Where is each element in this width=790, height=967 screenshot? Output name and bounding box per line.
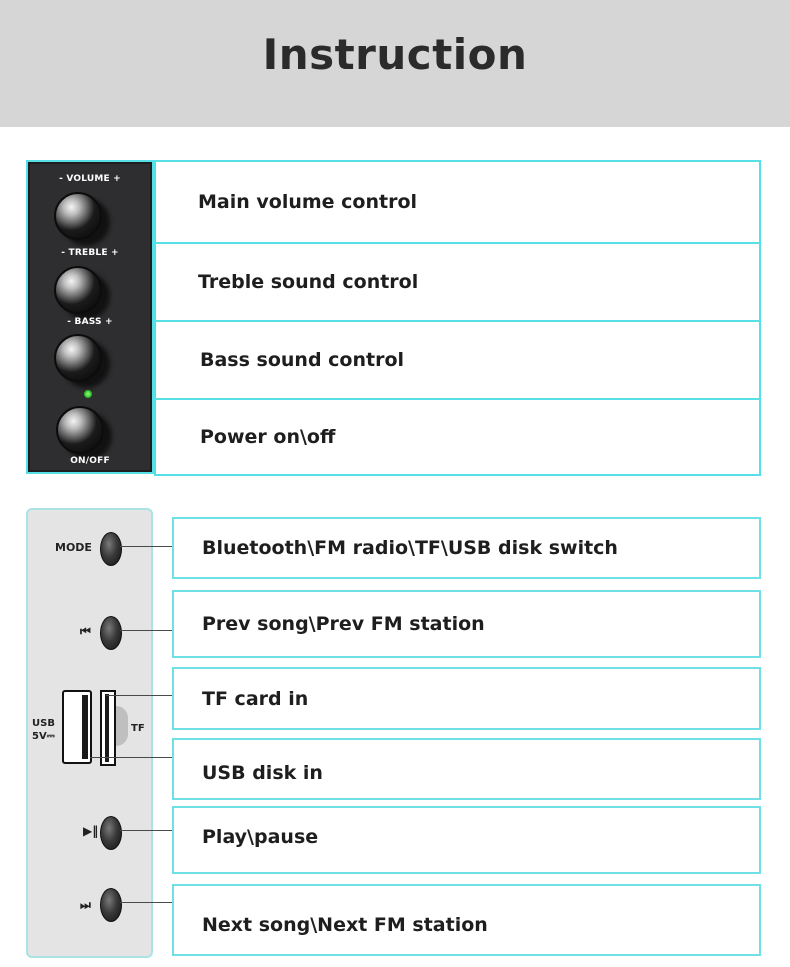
treble-description: Treble sound control: [198, 271, 419, 293]
bass-description: Bass sound control: [200, 349, 405, 371]
prev-description: Prev song\Prev FM station: [202, 613, 485, 635]
usb-description: USB disk in: [202, 762, 323, 784]
mode-connector-line: [120, 546, 172, 547]
power-led-indicator: [84, 390, 92, 398]
tf-card-icon: [116, 706, 128, 746]
play-pause-icon: ▶‖: [83, 824, 99, 838]
prev-icon: ⏮: [80, 624, 91, 638]
knob-control-panel: [26, 160, 154, 474]
next-icon: ⏭: [80, 898, 91, 912]
mode-description: Bluetooth\FM radio\TF\USB disk switch: [202, 537, 618, 559]
play-description-box: [172, 806, 761, 874]
usb-connector-line: [90, 757, 172, 758]
play-pause-button[interactable]: [100, 816, 122, 850]
next-connector-line: [120, 902, 172, 903]
volume-knob[interactable]: [54, 192, 102, 240]
power-description: Power on\off: [200, 426, 336, 448]
bass-description-box: [154, 320, 761, 400]
mode-description-box: [172, 517, 761, 579]
prev-connector-line: [120, 630, 172, 631]
volume-description-box: [154, 160, 761, 244]
power-knob[interactable]: [56, 406, 104, 454]
play-description: Play\pause: [202, 826, 319, 848]
tf-description: TF card in: [202, 687, 309, 710]
treble-description-box: [154, 242, 761, 322]
play-connector-line: [120, 830, 172, 831]
bass-knob-label: - BASS +: [67, 317, 113, 327]
tf-slot-label: TF: [131, 723, 145, 734]
header-banner: [0, 0, 790, 127]
treble-knob[interactable]: [54, 266, 102, 314]
next-button[interactable]: [100, 888, 122, 922]
power-description-box: [154, 398, 761, 476]
power-knob-label: ON/OFF: [70, 456, 110, 466]
usb-description-box: [172, 738, 761, 800]
side-button-panel: [26, 508, 153, 958]
treble-knob-label: - TREBLE +: [61, 248, 119, 258]
tf-connector-line: [106, 695, 172, 696]
tf-card-slot[interactable]: [100, 690, 116, 766]
next-description: Next song\Next FM station: [202, 914, 488, 936]
usb-voltage-label: 5V⎓: [32, 731, 55, 742]
prev-description-box: [172, 590, 761, 658]
usb-port-label: USB: [32, 718, 55, 729]
mode-button[interactable]: [100, 532, 122, 566]
tf-slot-opening: [105, 694, 109, 762]
tf-description-box: [172, 667, 761, 730]
next-description-box: [172, 884, 761, 956]
usb-port[interactable]: [62, 690, 92, 764]
volume-knob-label: - VOLUME +: [59, 174, 121, 184]
mode-button-label: MODE: [55, 541, 92, 554]
usb-port-slot: [82, 695, 88, 759]
bass-knob[interactable]: [54, 334, 102, 382]
volume-description: Main volume control: [198, 191, 418, 213]
page-title: Instruction: [262, 30, 528, 79]
prev-button[interactable]: [100, 616, 122, 650]
